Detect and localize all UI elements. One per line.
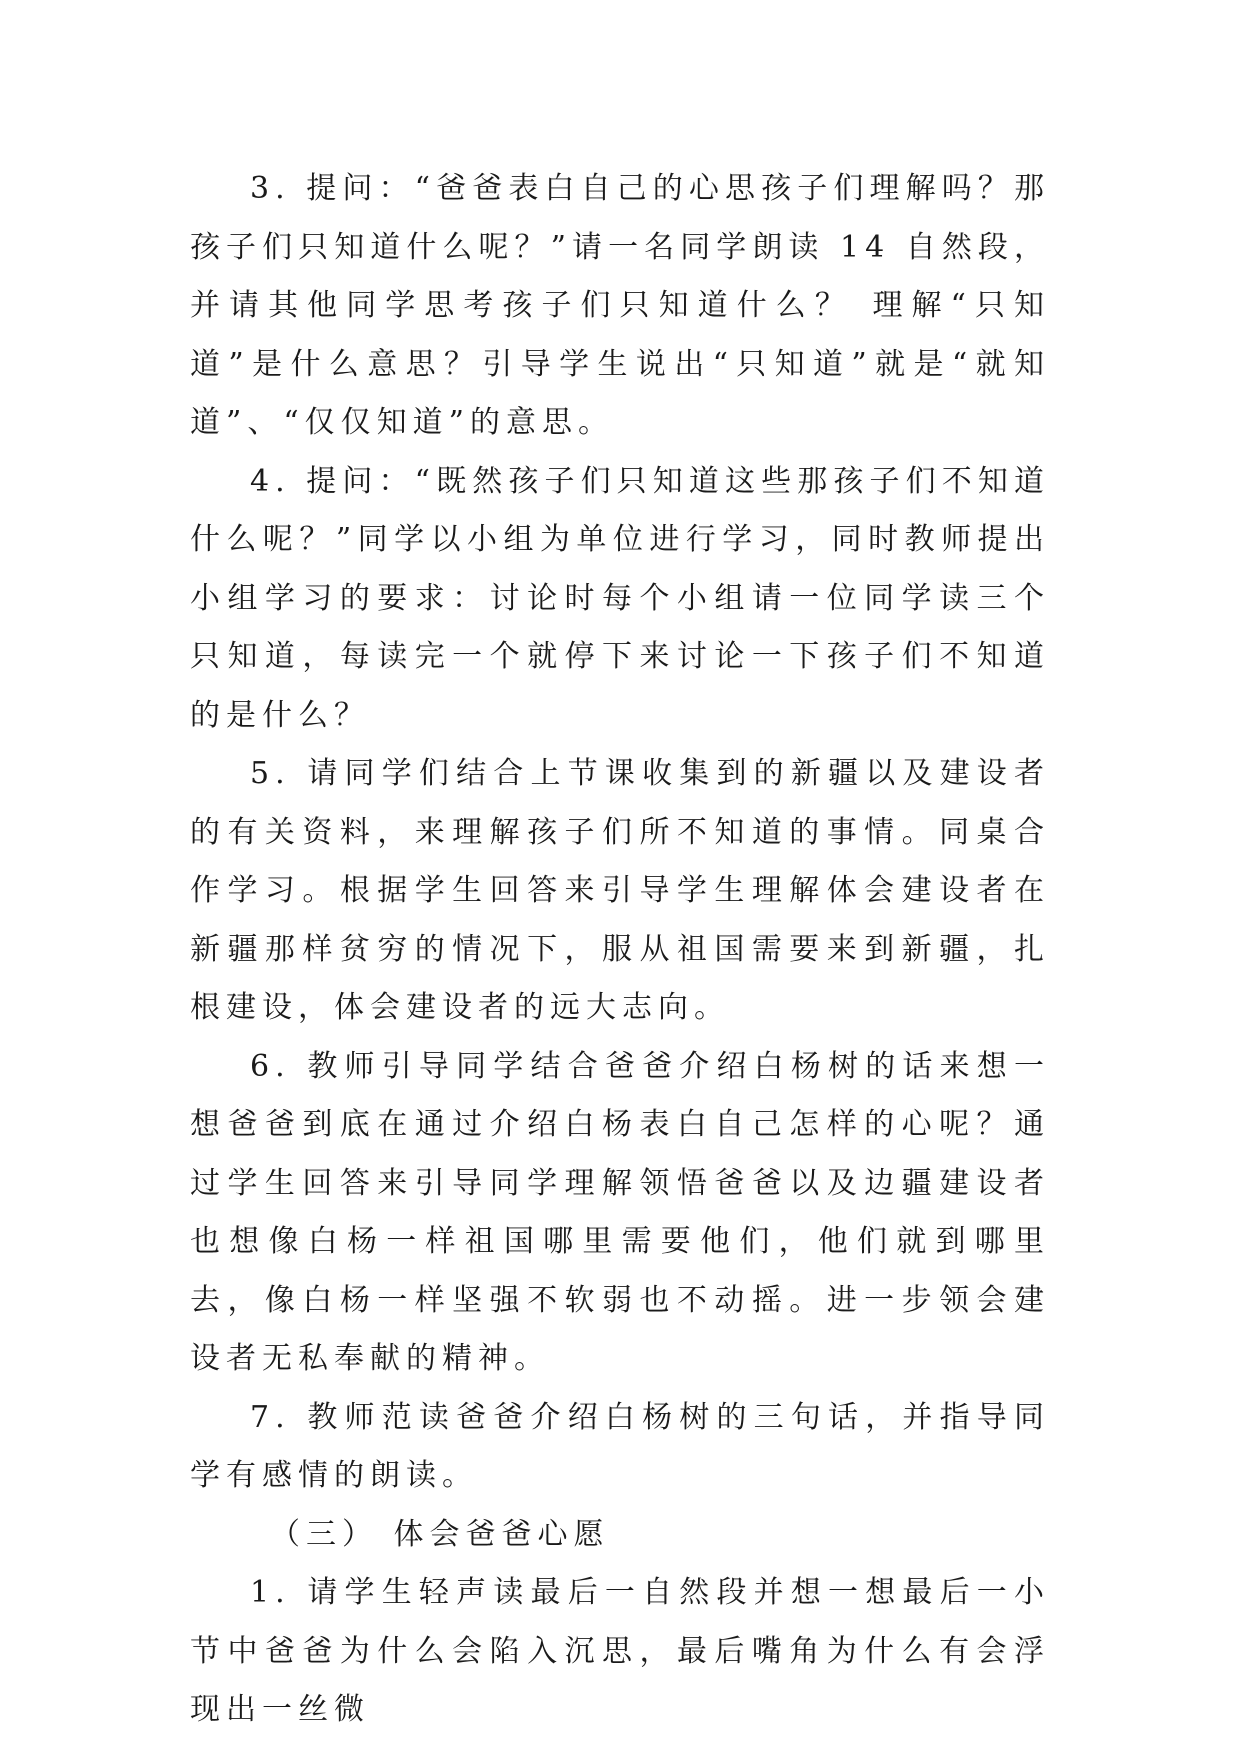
document-body xyxy=(190,160,1050,1740)
paragraph-step-4: 4. 提问：“既然孩子们只知道这些那孩子们不知道什么呢？”同学以小组为单位进行学习，同时教师提出小组学习的要求：讨论时每个小组请一位同学读三个只知道，每读完一个就停下来讨论一下孩子们不知道的是什么？ xyxy=(190,463,1050,733)
paragraph-step-7: 7. 教师范读爸爸介绍白杨树的三句话，并指导同学有感情的朗读。 xyxy=(190,1399,1050,1493)
paragraph-step-3: 3. 提问：“爸爸表白自己的心思孩子们理解吗？那孩子们只知道什么呢？”请一名同学朗读 14 自然段，并请其他同学思考孩子们只知道什么？ 理解“只知道”是什么意思？引导学生说出“只知道”就是“就知道”、“仅仅知道”的意思。 xyxy=(190,171,1050,440)
paragraph-step-5: 5. 请同学们结合上节课收集到的新疆以及建设者的有关资料，来理解孩子们所不知道的事情。同桌合作学习。根据学生回答来引导学生理解体会建设者在新疆那样贫穷的情况下，服从祖国需要来到新疆，扎根建设，体会建设者的远大志向。 xyxy=(190,756,1050,1025)
section-heading: （三） 体会爸爸心愿 xyxy=(270,1516,610,1552)
paragraph-step-6: 6. 教师引导同学结合爸爸介绍白杨树的话来想一想爸爸到底在通过介绍白杨表白自己怎样的心呢？通过学生回答来引导同学理解领悟爸爸以及边疆建设者也想像白杨一样祖国哪里需要他们，他们就到哪里去，像白杨一样坚强不软弱也不动摇。进一步领会建设者无私奉献的精神。 xyxy=(190,1048,1050,1376)
paragraph-final-step-1: 1. 请学生轻声读最后一自然段并想一想最后一小节中爸爸为什么会陷入沉思，最后嘴角为什么有会浮现出一丝微 xyxy=(190,1575,1050,1727)
